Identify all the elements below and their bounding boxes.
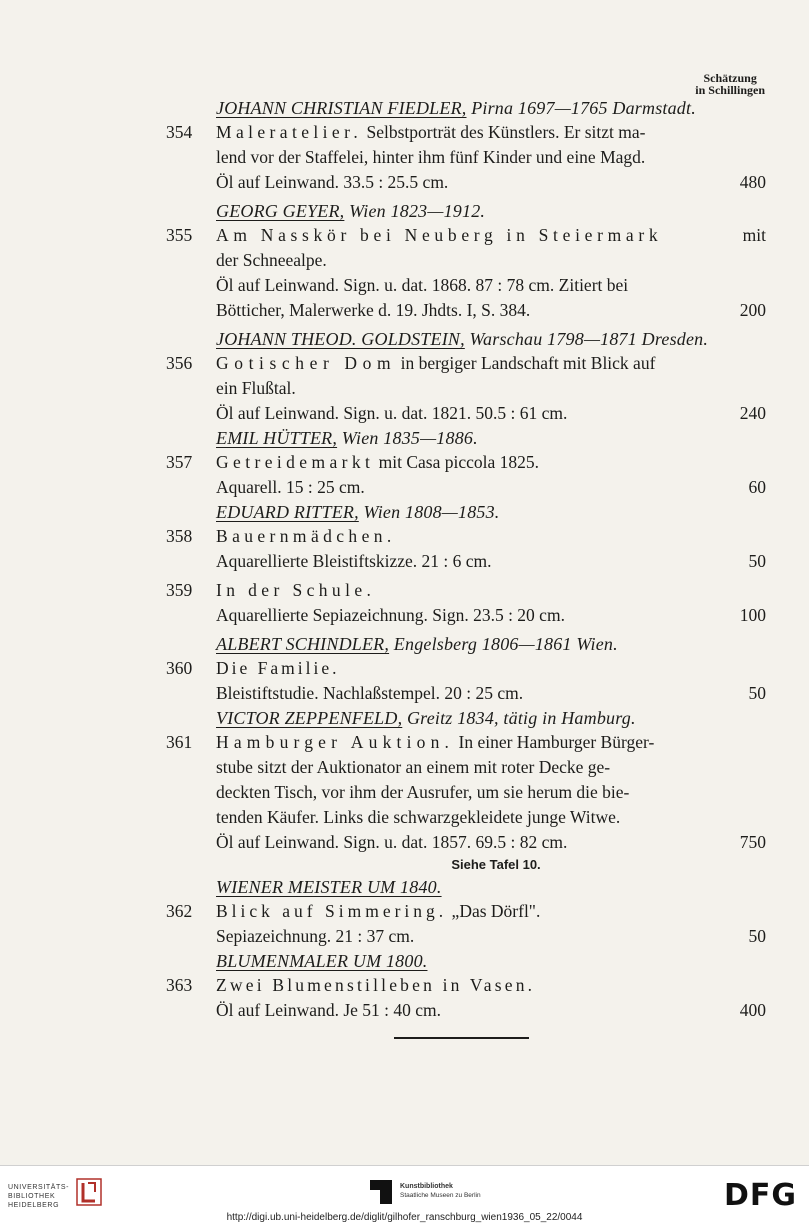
lot-technique: Sepiazeichnung. 21 : 37 cm.: [216, 926, 415, 946]
lot-title: Hamburger Auktion.: [216, 732, 455, 752]
estimate-header-line2: in Schillingen: [695, 83, 765, 97]
artist-heading: EDUARD RITTER, Wien 1808—1853.: [216, 502, 500, 522]
estimate-header-line1: Schätzung: [703, 71, 757, 85]
lot-technique: Öl auf Leinwand. Sign. u. dat. 1868. 87 : 78 cm. Zitiert bei: [216, 275, 629, 295]
artist-heading: GEORG GEYER, Wien 1823—1912.: [216, 201, 486, 221]
lot-estimate: 60: [748, 477, 766, 497]
lot-entry: [166, 578, 766, 628]
kunstbibliothek-label: Kunstbibliothek Staatliche Museen zu Berlin: [400, 1183, 481, 1199]
lot-description: tenden Käufer. Links die schwarzgekleidete junge Witwe.: [216, 807, 621, 827]
lot-description: lend vor der Staffelei, hinter ihm fünf Kinder und eine Magd.: [216, 147, 646, 167]
lot-technique: Bleistiftstudie. Nachlaßstempel. 20 : 25 cm.: [216, 683, 524, 703]
lot-entry: [166, 656, 766, 706]
lot-estimate: 50: [748, 926, 766, 946]
lot-number: 361: [166, 732, 193, 752]
artist-heading: JOHANN CHRISTIAN FIEDLER, Pirna 1697—1765 Darmstadt.: [216, 98, 696, 118]
catalogue-list: [166, 96, 766, 1039]
artist-heading: EMIL HÜTTER, Wien 1835—1886.: [216, 428, 478, 448]
artist-heading: JOHANN THEOD. GOLDSTEIN, Warschau 1798—1871 Dresden.: [216, 329, 709, 349]
lot-estimate: 240: [739, 403, 766, 423]
lot-estimate: 200: [739, 300, 766, 320]
lot-entry: 361 Hamburger Auktion. In einer Hamburger Bürger- stube sitzt der Auktionator an einem mit roter Decke ge- deckten Tisch, vor ihm der Ausrufer, um sie herum die bie- tenden Käufer. Links die schwarzgekleidete junge Witwe. Öl auf Leinwand. Sign. u. dat. 1857. 69.5 : 82 cm. 750 Siehe Tafel 10.: [166, 730, 766, 875]
lot-entry: [166, 973, 766, 1023]
page-url[interactable]: http://digi.ub.uni-heidelberg.de/diglit/gilhofer_ranschburg_wien1936_05_22/0044: [226, 1212, 583, 1223]
artist-heading: ALBERT SCHINDLER, Engelsberg 1806—1861 Wien.: [216, 634, 618, 654]
lot-title: Bauernmädchen.: [216, 526, 396, 546]
lot-entry: 354 Maleratelier. Selbstporträt des Künstlers. Er sitzt ma- lend vor der Staffelei, hinter ihm fünf Kinder und eine Magd. Öl auf Leinwand. 33.5 : 25.5 cm. 480: [166, 120, 766, 195]
university-library-logo-text[interactable]: UNIVERSITÄTS- BIBLIOTHEK HEIDELBERG: [8, 1184, 70, 1209]
lot-title: Maleratelier.: [216, 122, 363, 142]
lot-title: Getreidemarkt: [216, 452, 375, 472]
lot-description: der Schneealpe.: [216, 250, 327, 270]
viewer-footer: [0, 1165, 809, 1227]
lot-title: In der Schule.: [216, 580, 376, 600]
lot-entry: 357 Getreidemarkt mit Casa piccola 1825. Aquarell. 15 : 25 cm. 60: [166, 450, 766, 500]
end-rule: [394, 1037, 529, 1039]
lot-description: ein Flußtal.: [216, 378, 296, 398]
lot-entry: [166, 524, 766, 574]
lot-estimate: 100: [739, 605, 766, 625]
lot-title: Gotischer Dom: [216, 353, 397, 373]
plate-reference: Siehe Tafel 10.: [451, 857, 541, 872]
lot-reference: Bötticher, Malerwerke d. 19. Jhdts. I, S. 384.: [216, 300, 531, 320]
lot-technique: Aquarellierte Bleistiftskizze. 21 : 6 cm.: [216, 551, 492, 571]
lot-number: 363: [166, 975, 193, 995]
dfg-logo[interactable]: DFG: [723, 1178, 797, 1213]
lot-technique: Öl auf Leinwand. 33.5 : 25.5 cm.: [216, 172, 449, 192]
lot-estimate: 400: [739, 1000, 766, 1020]
lot-description: stube sitzt der Auktionator an einem mit roter Decke ge-: [216, 757, 611, 777]
lot-title: Blick auf Simmering.: [216, 901, 448, 921]
lot-number: 362: [166, 901, 193, 921]
lot-technique: Öl auf Leinwand. Sign. u. dat. 1821. 50.5 : 61 cm.: [216, 403, 568, 423]
lot-estimate: 750: [739, 832, 766, 852]
lot-estimate: 50: [748, 683, 766, 703]
lot-estimate: 50: [748, 551, 766, 571]
lot-entry: 356 Gotischer Dom in bergiger Landschaft mit Blick auf ein Flußtal. Öl auf Leinwand. Sign. u. dat. 1821. 50.5 : 61 cm. 240: [166, 351, 766, 426]
artist-heading: WIENER MEISTER UM 1840.: [216, 877, 442, 897]
lot-estimate: 480: [739, 172, 766, 192]
lot-description: deckten Tisch, vor ihm der Ausrufer, um sie herum die bie-: [216, 782, 630, 802]
lot-technique: Aquarellierte Sepiazeichnung. Sign. 23.5 : 20 cm.: [216, 605, 565, 625]
lot-number: 358: [166, 526, 193, 546]
lot-title: Zwei Blumenstilleben in Vasen.: [216, 975, 536, 995]
university-emblem-icon[interactable]: [76, 1178, 102, 1206]
lot-entry: 355 Am Nasskör bei Neuberg in Steiermark mit der Schneealpe. Öl auf Leinwand. Sign. u. dat. 1868. 87 : 78 cm. Zitiert bei Bötticher, Malerwerke d. 19. Jhdts. I, S. 384. 200: [166, 223, 766, 323]
artist-heading: BLUMENMALER UM 1800.: [216, 951, 428, 971]
lot-number: 360: [166, 658, 193, 678]
lot-number: 357: [166, 452, 193, 472]
kunstbibliothek-logo-icon[interactable]: [370, 1180, 392, 1204]
lot-number: 356: [166, 353, 193, 373]
lot-number: 359: [166, 580, 193, 600]
lot-technique: Öl auf Leinwand. Je 51 : 40 cm.: [216, 1000, 442, 1020]
lot-title: Am Nasskör bei Neuberg in Steiermark: [216, 225, 663, 245]
lot-number: 354: [166, 122, 193, 142]
lot-technique: Öl auf Leinwand. Sign. u. dat. 1857. 69.5 : 82 cm.: [216, 832, 568, 852]
lot-technique: Aquarell. 15 : 25 cm.: [216, 477, 365, 497]
lot-entry: 362 Blick auf Simmering. „Das Dörfl". Sepiazeichnung. 21 : 37 cm. 50: [166, 899, 766, 949]
lot-number: 355: [166, 225, 193, 245]
artist-heading: VICTOR ZEPPENFELD, Greitz 1834, tätig in Hamburg.: [216, 708, 636, 728]
estimate-column-header: [695, 72, 765, 96]
lot-title: Die Familie.: [216, 658, 340, 678]
